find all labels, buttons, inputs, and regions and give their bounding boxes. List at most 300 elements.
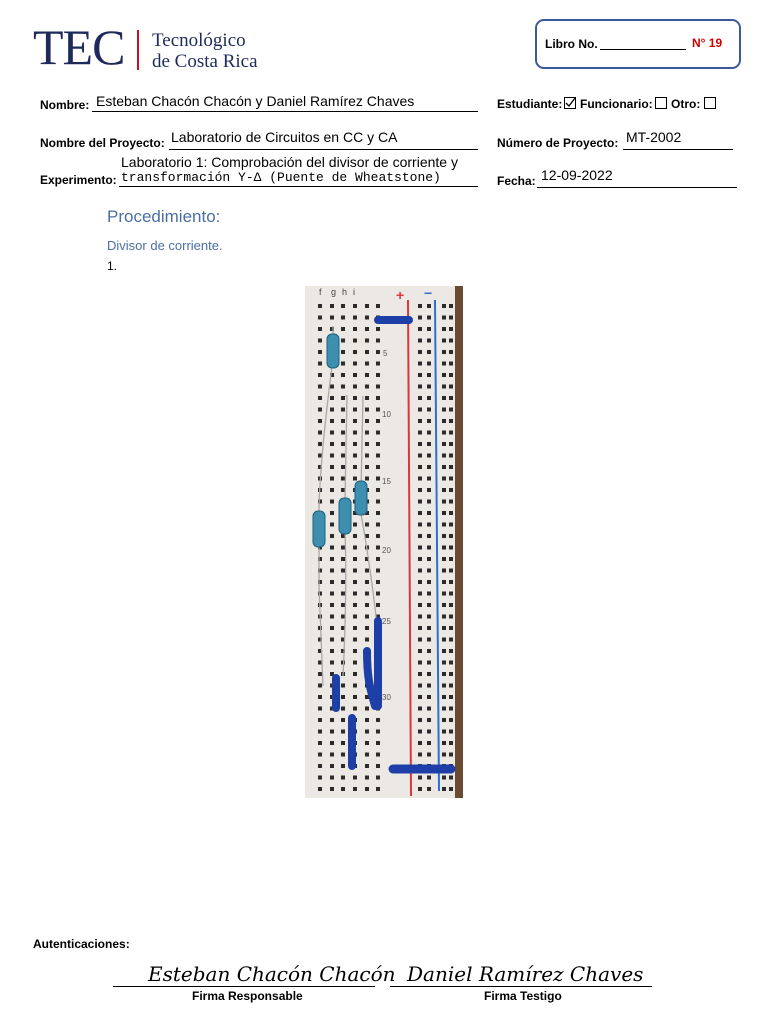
rail-hole (427, 373, 431, 377)
breadboard-hole (341, 592, 345, 596)
breadboard-hole (330, 787, 334, 791)
libro-blank-line (600, 49, 686, 50)
rail-hole (418, 672, 422, 676)
breadboard-hole (353, 454, 357, 458)
breadboard-hole (365, 580, 369, 584)
rail-hole (427, 477, 431, 481)
breadboard-hole (353, 626, 357, 630)
rail-hole (449, 638, 453, 642)
breadboard-hole (330, 523, 334, 527)
breadboard-hole (318, 339, 322, 343)
breadboard-hole (353, 396, 357, 400)
breadboard-hole (353, 442, 357, 446)
breadboard-hole (365, 776, 369, 780)
breadboard-hole (341, 730, 345, 734)
breadboard-hole (376, 362, 380, 366)
breadboard-hole (341, 684, 345, 688)
breadboard-hole (330, 465, 334, 469)
rail-hole (418, 569, 422, 573)
breadboard-hole (341, 442, 345, 446)
breadboard-hole (330, 615, 334, 619)
rail-hole (449, 557, 453, 561)
breadboard-hole (330, 649, 334, 653)
breadboard-hole (318, 753, 322, 757)
resistor-1 (327, 334, 339, 368)
rail-hole (427, 500, 431, 504)
breadboard-hole (341, 603, 345, 607)
experimento-value-line2: transformación Y-Δ (Puente de Wheatstone) (121, 170, 441, 185)
rail-hole (449, 327, 453, 331)
rail-hole (449, 546, 453, 550)
resistor-2 (313, 511, 325, 547)
rail-hole (442, 718, 446, 722)
rail-hole (442, 787, 446, 791)
breadboard-hole (330, 477, 334, 481)
rail-hole (442, 569, 446, 573)
rail-hole (427, 316, 431, 320)
breadboard-hole (353, 776, 357, 780)
rail-hole (418, 580, 422, 584)
breadboard-hole (341, 373, 345, 377)
column-letter-i: i (353, 287, 355, 297)
breadboard-hole (341, 695, 345, 699)
libro-label: Libro No. (545, 37, 598, 51)
otro-checkbox[interactable] (704, 97, 716, 109)
rail-hole (442, 316, 446, 320)
breadboard-hole (341, 327, 345, 331)
rail-hole (418, 695, 422, 699)
rail-hole (442, 373, 446, 377)
rail-hole (427, 661, 431, 665)
resistor-4 (355, 481, 367, 515)
rail-hole (418, 638, 422, 642)
rail-hole (418, 534, 422, 538)
rail-hole (442, 327, 446, 331)
procedure-title: Procedimiento: (107, 207, 221, 226)
breadboard-hole (365, 385, 369, 389)
breadboard-hole (376, 454, 380, 458)
rail-hole (427, 730, 431, 734)
rail-hole (449, 304, 453, 308)
breadboard-hole (353, 707, 357, 711)
breadboard-hole (353, 684, 357, 688)
breadboard-hole (353, 465, 357, 469)
rail-hole (442, 672, 446, 676)
breadboard-hole (376, 385, 380, 389)
rail-hole (427, 741, 431, 745)
step-number: 1. (107, 259, 118, 273)
rail-hole (442, 465, 446, 469)
breadboard-hole (341, 419, 345, 423)
breadboard-hole (365, 523, 369, 527)
rail-hole (418, 373, 422, 377)
breadboard-hole (341, 316, 345, 320)
rail-hole (427, 431, 431, 435)
breadboard-hole (330, 385, 334, 389)
rail-hole (449, 718, 453, 722)
rail-hole (449, 741, 453, 745)
funcionario-checkbox[interactable] (655, 97, 667, 109)
rail-hole (442, 477, 446, 481)
breadboard-hole (341, 454, 345, 458)
breadboard-hole (318, 373, 322, 377)
rail-hole (427, 649, 431, 653)
breadboard-hole (330, 557, 334, 561)
rail-hole (449, 603, 453, 607)
breadboard-hole (318, 316, 322, 320)
breadboard-hole (318, 385, 322, 389)
signature-testigo: Daniel Ramírez Chaves (407, 962, 644, 986)
breadboard-hole (365, 339, 369, 343)
breadboard-hole (318, 362, 322, 366)
signature-responsable: Esteban Chacón Chacón (148, 962, 396, 986)
rail-hole (449, 661, 453, 665)
rail-hole (427, 603, 431, 607)
rail-hole (427, 408, 431, 412)
breadboard-hole (330, 580, 334, 584)
rail-hole (418, 511, 422, 515)
num-proyecto-value: MT-2002 (626, 129, 682, 145)
breadboard-hole (376, 546, 380, 550)
breadboard-hole (365, 304, 369, 308)
nombre-line (92, 111, 478, 112)
breadboard-hole (341, 546, 345, 550)
breadboard-hole (353, 362, 357, 366)
rail-hole (427, 327, 431, 331)
rail-hole (427, 362, 431, 366)
breadboard-hole (365, 787, 369, 791)
breadboard-hole (353, 592, 357, 596)
rail-hole (449, 649, 453, 653)
breadboard-hole (341, 465, 345, 469)
breadboard-hole (341, 787, 345, 791)
breadboard-hole (341, 488, 345, 492)
breadboard-hole (353, 534, 357, 538)
breadboard-hole (341, 557, 345, 561)
breadboard-hole (365, 477, 369, 481)
rail-hole (449, 753, 453, 757)
rail-hole (427, 488, 431, 492)
breadboard-hole (341, 431, 345, 435)
breadboard-hole (376, 465, 380, 469)
breadboard-hole (353, 569, 357, 573)
rail-hole (418, 546, 422, 550)
rail-hole (427, 672, 431, 676)
breadboard-hole (365, 741, 369, 745)
proyecto-label: Nombre del Proyecto: (40, 136, 165, 150)
breadboard-hole (330, 488, 334, 492)
rail-hole (427, 454, 431, 458)
rail-hole (418, 339, 422, 343)
rail-hole (442, 661, 446, 665)
rail-hole (418, 523, 422, 527)
rail-hole (442, 626, 446, 630)
experimento-label: Experimento: (40, 173, 117, 187)
rail-hole (418, 488, 422, 492)
rail-hole (427, 695, 431, 699)
rail-hole (418, 477, 422, 481)
rail-hole (449, 626, 453, 630)
breadboard-hole (341, 350, 345, 354)
rail-hole (442, 419, 446, 423)
institution-name (152, 30, 258, 72)
rail-hole (449, 488, 453, 492)
breadboard-hole (353, 419, 357, 423)
breadboard-hole (330, 741, 334, 745)
estudiante-checkbox[interactable] (564, 97, 576, 109)
rail-hole (442, 362, 446, 366)
rail-hole (442, 350, 446, 354)
rail-hole (427, 419, 431, 423)
nombre-label: Nombre: (40, 98, 90, 112)
otro-label: Otro: (671, 97, 701, 111)
institution-name-line2: de Costa Rica (152, 51, 258, 72)
breadboard-hole (318, 672, 322, 676)
rail-hole (442, 511, 446, 515)
rail-hole (418, 776, 422, 780)
breadboard-hole (341, 396, 345, 400)
rail-hole (442, 534, 446, 538)
breadboard-hole (353, 649, 357, 653)
row-number-30: 30 (382, 693, 391, 702)
breadboard-hole (353, 350, 357, 354)
breadboard-hole (353, 477, 357, 481)
rail-hole (442, 500, 446, 504)
rail-hole (427, 615, 431, 619)
rail-hole (449, 465, 453, 469)
breadboard-hole (330, 753, 334, 757)
rail-hole (418, 741, 422, 745)
rail-hole (449, 408, 453, 412)
rail-hole (427, 546, 431, 550)
rail-hole (427, 339, 431, 343)
rail-hole (449, 385, 453, 389)
rail-hole (449, 350, 453, 354)
rail-hole (442, 431, 446, 435)
breadboard-hole (353, 408, 357, 412)
rail-hole (427, 753, 431, 757)
rail-hole (449, 339, 453, 343)
breadboard-hole (318, 787, 322, 791)
rail-hole (418, 649, 422, 653)
breadboard-hole (365, 592, 369, 596)
breadboard-hole (376, 557, 380, 561)
breadboard-hole (330, 534, 334, 538)
breadboard-hole (376, 741, 380, 745)
breadboard-hole (376, 408, 380, 412)
fecha-label: Fecha: (497, 174, 536, 188)
rail-hole (449, 730, 453, 734)
breadboard-hole (376, 534, 380, 538)
breadboard-hole (318, 764, 322, 768)
breadboard-hole (365, 396, 369, 400)
procedure-subtitle: Divisor de corriente. (107, 238, 223, 253)
rail-hole (427, 684, 431, 688)
breadboard-hole (318, 776, 322, 780)
breadboard-hole (353, 661, 357, 665)
rail-hole (418, 718, 422, 722)
breadboard-hole (365, 362, 369, 366)
rail-hole (418, 592, 422, 596)
breadboard-hole (365, 707, 369, 711)
breadboard-hole (376, 569, 380, 573)
row-number-10: 10 (382, 410, 391, 419)
breadboard-hole (376, 396, 380, 400)
rail-hole (418, 465, 422, 469)
breadboard-hole (330, 419, 334, 423)
rail-hole (449, 511, 453, 515)
breadboard-hole (376, 730, 380, 734)
breadboard-hole (318, 350, 322, 354)
rail-plus-label: + (396, 287, 405, 303)
rail-hole (418, 684, 422, 688)
breadboard-hole (341, 534, 345, 538)
rail-hole (442, 695, 446, 699)
breadboard-hole (318, 718, 322, 722)
breadboard-hole (318, 730, 322, 734)
rail-hole (449, 362, 453, 366)
proyecto-line (169, 149, 478, 150)
rail-hole (449, 787, 453, 791)
breadboard-hole (376, 603, 380, 607)
breadboard-hole (365, 603, 369, 607)
rail-hole (427, 385, 431, 389)
rail-hole (418, 787, 422, 791)
resistor-3 (339, 498, 351, 534)
row-number-15: 15 (382, 477, 391, 486)
rail-hole (442, 580, 446, 584)
breadboard-hole (365, 569, 369, 573)
breadboard-hole (330, 661, 334, 665)
breadboard-hole (318, 304, 322, 308)
breadboard-hole (376, 431, 380, 435)
rail-hole (418, 454, 422, 458)
rail-hole (427, 787, 431, 791)
breadboard-hole (341, 569, 345, 573)
row-number-5: 5 (383, 349, 388, 358)
breadboard-hole (330, 592, 334, 596)
rail-minus-label: − (424, 286, 433, 301)
breadboard-hole (365, 327, 369, 331)
breadboard-hole (376, 580, 380, 584)
rail-hole (442, 592, 446, 596)
breadboard-hole (330, 764, 334, 768)
row-number-20: 20 (382, 546, 391, 555)
breadboard-hole (318, 684, 322, 688)
rail-hole (427, 580, 431, 584)
rail-hole (449, 442, 453, 446)
breadboard-hole (376, 753, 380, 757)
breadboard-hole (330, 431, 334, 435)
rail-hole (427, 511, 431, 515)
breadboard-hole (365, 442, 369, 446)
breadboard-hole (376, 327, 380, 331)
breadboard-hole (353, 615, 357, 619)
breadboard-hole (353, 304, 357, 308)
breadboard-hole (376, 419, 380, 423)
rail-hole (418, 603, 422, 607)
breadboard-hole (341, 776, 345, 780)
proyecto-value: Laboratorio de Circuitos en CC y CA (171, 129, 398, 145)
tec-logo-mark: TEC (33, 19, 125, 75)
column-letter-h: h (342, 287, 348, 297)
rail-hole (442, 649, 446, 653)
breadboard-hole (330, 454, 334, 458)
rail-hole (418, 442, 422, 446)
rail-hole (418, 661, 422, 665)
rail-hole (427, 396, 431, 400)
breadboard-hole (318, 327, 322, 331)
breadboard-hole (330, 442, 334, 446)
breadboard-hole (318, 707, 322, 711)
breadboard-hole (330, 408, 334, 412)
breadboard-hole (330, 316, 334, 320)
rail-hole (427, 442, 431, 446)
rail-hole (418, 626, 422, 630)
breadboard-hole (365, 431, 369, 435)
breadboard-hole (365, 615, 369, 619)
breadboard-hole (330, 500, 334, 504)
breadboard-hole (330, 776, 334, 780)
breadboard-hole (318, 442, 322, 446)
rail-hole (442, 638, 446, 642)
breadboard-hole (353, 695, 357, 699)
breadboard-hole (318, 396, 322, 400)
breadboard-hole (353, 316, 357, 320)
rail-hole (442, 408, 446, 412)
breadboard-hole (365, 408, 369, 412)
rail-hole (449, 500, 453, 504)
table-edge (455, 286, 463, 798)
rail-hole (449, 477, 453, 481)
breadboard-hole (365, 730, 369, 734)
breadboard-hole (376, 304, 380, 308)
rail-hole (442, 615, 446, 619)
rail-hole (418, 707, 422, 711)
breadboard-hole (365, 350, 369, 354)
rail-hole (449, 615, 453, 619)
caption-firma-testigo: Firma Testigo (484, 989, 562, 1003)
rail-hole (418, 362, 422, 366)
rail-hole (449, 431, 453, 435)
breadboard-hole (341, 741, 345, 745)
rail-hole (418, 500, 422, 504)
breadboard-hole (330, 730, 334, 734)
row-number-25: 25 (382, 617, 391, 626)
breadboard-hole (365, 316, 369, 320)
autenticaciones-label: Autenticaciones: (33, 937, 130, 951)
breadboard-hole (376, 350, 380, 354)
breadboard-hole (353, 523, 357, 527)
rail-hole (442, 396, 446, 400)
rail-hole (427, 707, 431, 711)
rail-hole (449, 523, 453, 527)
rail-hole (418, 316, 422, 320)
breadboard-hole (341, 408, 345, 412)
rail-hole (449, 695, 453, 699)
check-icon (566, 98, 575, 106)
breadboard-hole (365, 465, 369, 469)
rail-hole (442, 557, 446, 561)
rail-hole (442, 385, 446, 389)
experimento-value-line1: Laboratorio 1: Comprobación del divisor de corriente y (121, 154, 458, 170)
breadboard-hole (330, 569, 334, 573)
breadboard-hole (365, 718, 369, 722)
breadboard-hole (353, 385, 357, 389)
breadboard-hole (376, 339, 380, 343)
rail-hole (442, 707, 446, 711)
caption-firma-responsable: Firma Responsable (192, 989, 303, 1003)
